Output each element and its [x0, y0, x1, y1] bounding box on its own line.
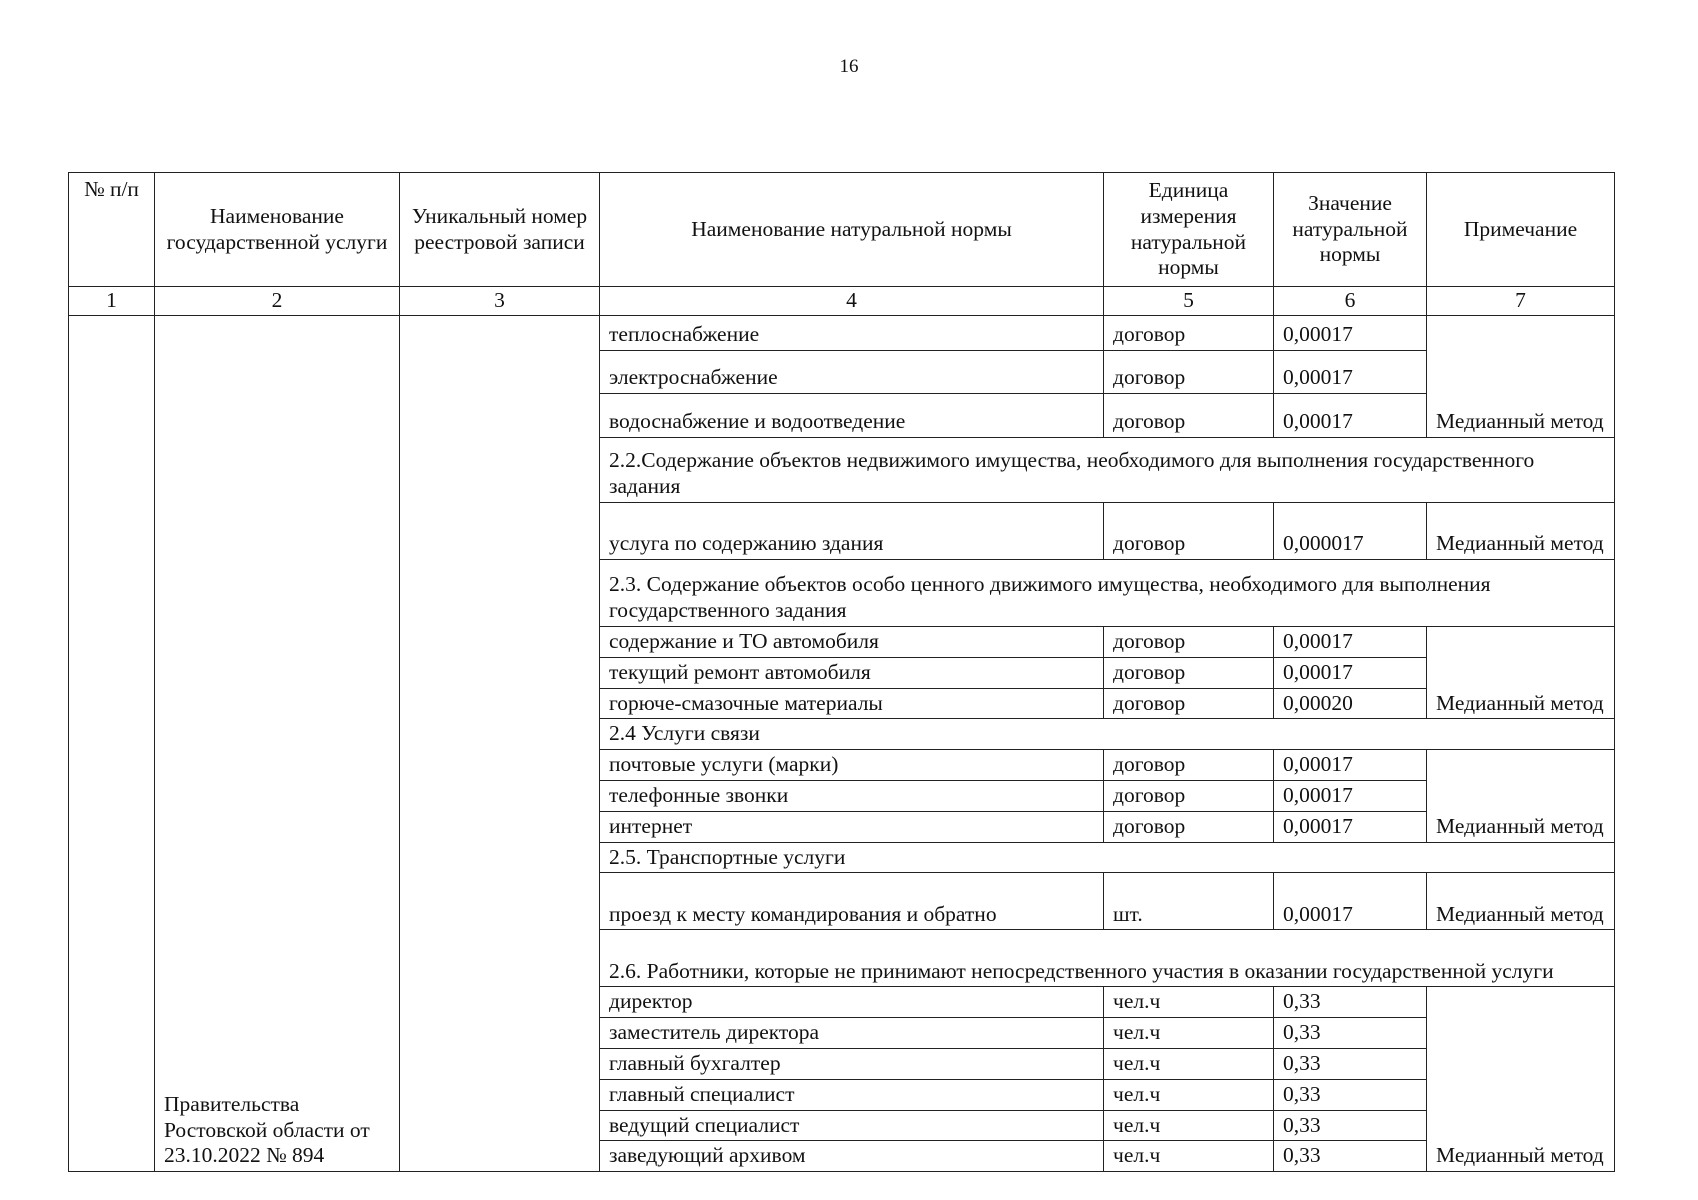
column-number-row: [69, 287, 1615, 316]
norm-unit: чел.ч: [1104, 987, 1274, 1018]
table-row: [69, 316, 1615, 351]
norm-name: услуга по содержанию здания: [600, 503, 1104, 560]
column-number: 4: [600, 287, 1104, 316]
norm-name: заместитель директора: [600, 1018, 1104, 1049]
section-heading-2-6: 2.6. Работники, которые не принимают непосредственного участия в оказании государственной услуги: [600, 930, 1615, 987]
norm-unit: договор: [1104, 657, 1274, 688]
norm-unit: договор: [1104, 627, 1274, 658]
norm-value: 0,00017: [1274, 657, 1427, 688]
section-heading-2-3: 2.3. Содержание объектов особо ценного движимого имущества, необходимого для выполнения государственного задания: [600, 560, 1615, 627]
norm-unit: чел.ч: [1104, 1048, 1274, 1079]
norm-value: 0,00017: [1274, 316, 1427, 351]
norm-value: 0,33: [1274, 987, 1427, 1018]
page-number: 16: [839, 56, 859, 77]
norm-name: содержание и ТО автомобиля: [600, 627, 1104, 658]
norm-unit: договор: [1104, 503, 1274, 560]
norm-value: 0,33: [1274, 1079, 1427, 1110]
norm-value: 0,000017: [1274, 503, 1427, 560]
norm-value: 0,00017: [1274, 394, 1427, 438]
column-number: 3: [400, 287, 600, 316]
header-norm-name: Наименование натуральной нормы: [600, 173, 1104, 287]
norm-name: электроснабжение: [600, 351, 1104, 394]
header-value: Значение натуральной нормы: [1274, 173, 1427, 287]
column-number: 5: [1104, 287, 1274, 316]
norm-value: 0,00017: [1274, 351, 1427, 394]
norm-value: 0,00020: [1274, 688, 1427, 719]
header-row: [69, 173, 1615, 287]
norm-unit: чел.ч: [1104, 1018, 1274, 1049]
norm-value: 0,33: [1274, 1018, 1427, 1049]
norm-name: интернет: [600, 811, 1104, 842]
norm-name: главный бухгалтер: [600, 1048, 1104, 1079]
note-cell: Медианный метод: [1427, 987, 1615, 1172]
norm-value: 0,00017: [1274, 750, 1427, 781]
norm-unit: договор: [1104, 351, 1274, 394]
note-cell: Медианный метод: [1427, 873, 1615, 930]
norm-unit: договор: [1104, 394, 1274, 438]
norm-unit: договор: [1104, 316, 1274, 351]
norm-unit: чел.ч: [1104, 1110, 1274, 1141]
note-cell: Медианный метод: [1427, 750, 1615, 842]
norm-name: телефонные звонки: [600, 780, 1104, 811]
column-number: 7: [1427, 287, 1615, 316]
section-heading-2-2: 2.2.Содержание объектов недвижимого имущества, необходимого для выполнения государственного задания: [600, 438, 1615, 503]
norm-value: 0,00017: [1274, 627, 1427, 658]
norm-value: 0,33: [1274, 1048, 1427, 1079]
norm-name: главный специалист: [600, 1079, 1104, 1110]
norm-name: заведующий архивом: [600, 1141, 1104, 1172]
column-number: 6: [1274, 287, 1427, 316]
row-number-cell: [69, 316, 155, 1172]
header-number: № п/п: [69, 173, 155, 287]
norm-name: проезд к месту командирования и обратно: [600, 873, 1104, 930]
norm-unit: договор: [1104, 811, 1274, 842]
norm-name: ведущий специалист: [600, 1110, 1104, 1141]
norm-name: директор: [600, 987, 1104, 1018]
norm-name: горюче-смазочные материалы: [600, 688, 1104, 719]
note-cell: Медианный метод: [1427, 316, 1615, 438]
header-service-name: Наименование государственной услуги: [155, 173, 400, 287]
header-registry-number: Уникальный номер реестровой записи: [400, 173, 600, 287]
norm-value: 0,33: [1274, 1110, 1427, 1141]
norm-value: 0,00017: [1274, 811, 1427, 842]
norm-name: водоснабжение и водоотведение: [600, 394, 1104, 438]
service-name-cell: Правительства Ростовской области от 23.10.2022 № 894: [155, 316, 400, 1172]
section-heading-2-5: 2.5. Транспортные услуги: [600, 842, 1615, 873]
header-note: Примечание: [1427, 173, 1615, 287]
norm-unit: договор: [1104, 688, 1274, 719]
norm-unit: шт.: [1104, 873, 1274, 930]
norm-name: почтовые услуги (марки): [600, 750, 1104, 781]
norm-unit: договор: [1104, 750, 1274, 781]
column-number: 1: [69, 287, 155, 316]
norm-name: текущий ремонт автомобиля: [600, 657, 1104, 688]
norms-table: [68, 172, 1615, 1172]
column-number: 2: [155, 287, 400, 316]
header-unit: Единица измерения натуральной нормы: [1104, 173, 1274, 287]
norm-unit: договор: [1104, 780, 1274, 811]
registry-number-cell: [400, 316, 600, 1172]
norm-value: 0,33: [1274, 1141, 1427, 1172]
note-cell: Медианный метод: [1427, 627, 1615, 719]
note-cell: Медианный метод: [1427, 503, 1615, 560]
section-heading-2-4: 2.4 Услуги связи: [600, 719, 1615, 750]
norm-value: 0,00017: [1274, 873, 1427, 930]
norm-unit: чел.ч: [1104, 1141, 1274, 1172]
norm-name: теплоснабжение: [600, 316, 1104, 351]
norm-value: 0,00017: [1274, 780, 1427, 811]
norm-unit: чел.ч: [1104, 1079, 1274, 1110]
